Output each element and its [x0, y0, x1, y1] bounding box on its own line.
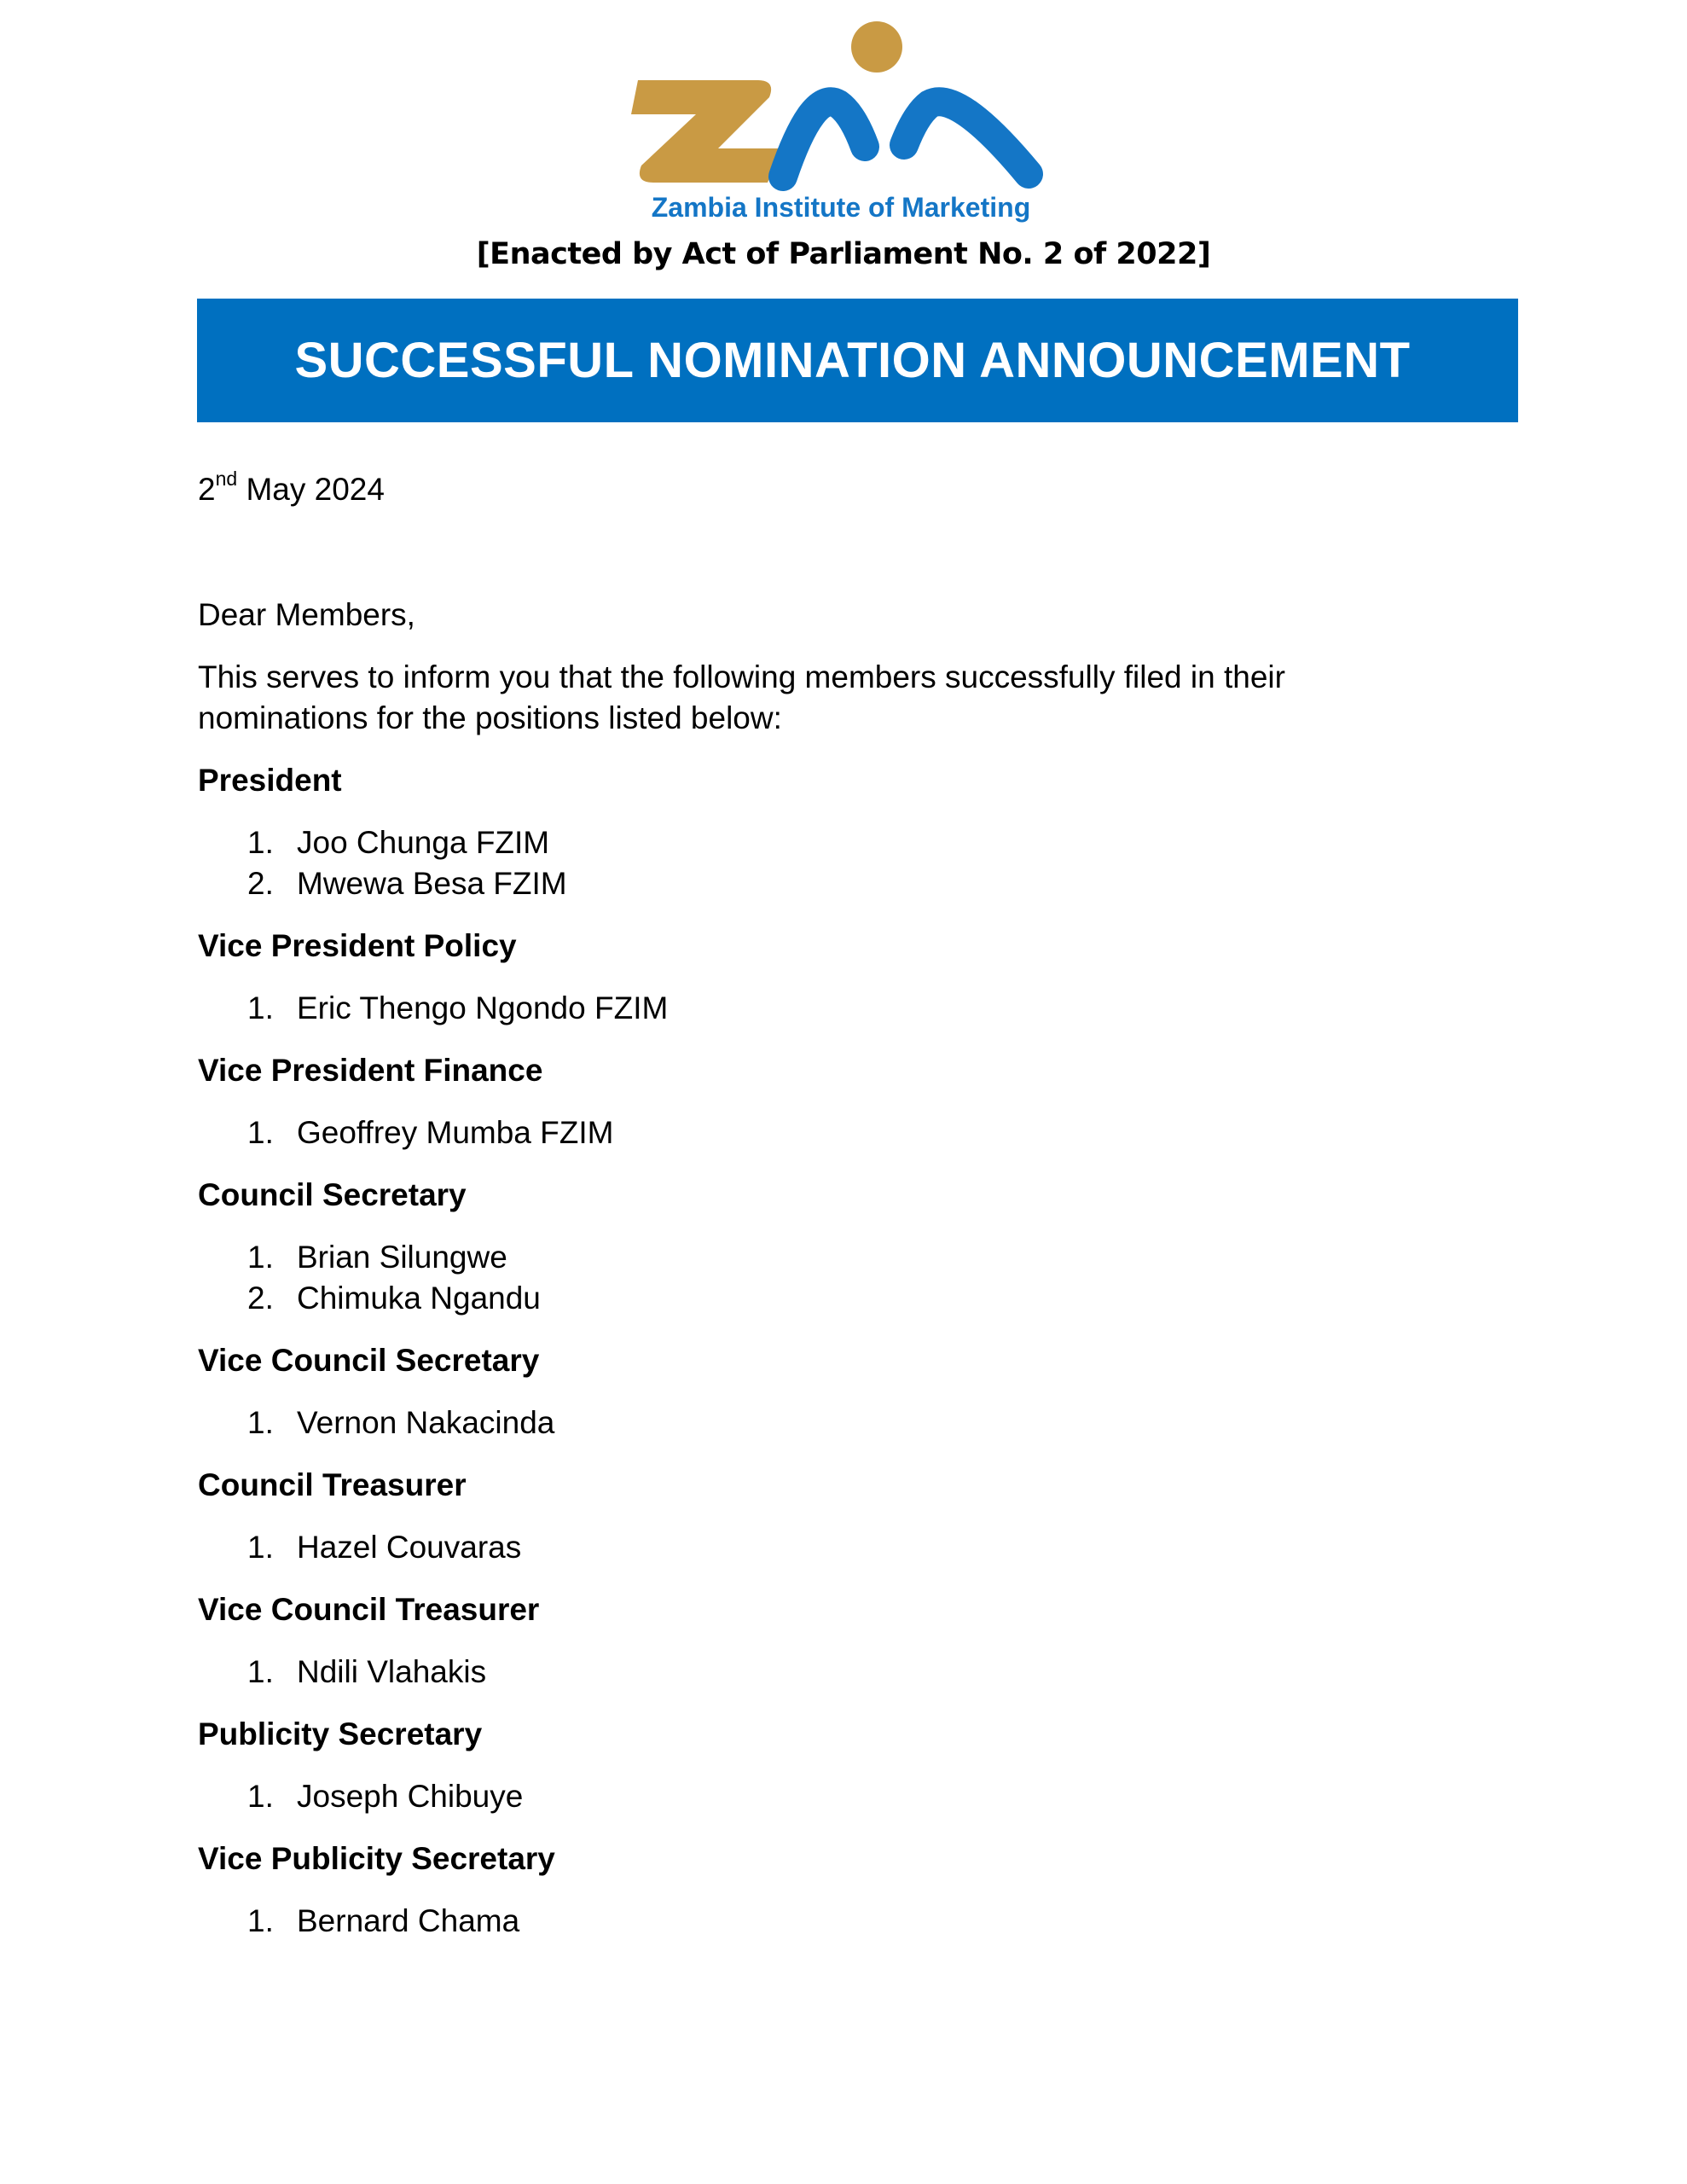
nominee-number: 1.	[247, 1530, 274, 1565]
intro-paragraph: This serves to inform you that the following members successfully filed in their nominations for the positions listed below:	[198, 659, 1285, 735]
nominee-list	[198, 1527, 1477, 1568]
nominee-number: 1.	[247, 1903, 274, 1938]
nominee-list	[198, 988, 1477, 1029]
nominee-number: 1.	[247, 1779, 274, 1814]
nominee-name: Eric Thengo Ngondo FZIM	[297, 990, 669, 1025]
nominee-item	[198, 1278, 1477, 1319]
position-title: Vice Publicity Secretary	[198, 1841, 555, 1876]
nominee-name: Chimuka Ngandu	[297, 1281, 541, 1316]
nominee-item	[198, 988, 1477, 1029]
nominee-list	[198, 822, 1477, 904]
nominee-item	[198, 1527, 1477, 1568]
nominee-number: 1.	[247, 1405, 274, 1440]
position-title: Publicity Secretary	[198, 1716, 483, 1751]
nominee-name: Bernard Chama	[297, 1903, 520, 1938]
position-title: Vice President Finance	[198, 1053, 543, 1088]
logo-text: Zambia Institute of Marketing	[651, 192, 1031, 223]
nominee-name: Geoffrey Mumba FZIM	[297, 1115, 614, 1150]
letter-body	[198, 469, 1477, 1942]
nominee-name: Joo Chunga FZIM	[297, 825, 550, 860]
nominee-item	[198, 822, 1477, 863]
nominee-list	[198, 1776, 1477, 1817]
greeting: Dear Members,	[198, 597, 415, 632]
nominee-item	[198, 1652, 1477, 1693]
nominee-item	[198, 1237, 1477, 1278]
nominee-number: 1.	[247, 1240, 274, 1275]
nominee-item	[198, 1776, 1477, 1817]
nominee-list	[198, 1652, 1477, 1693]
position-title: President	[198, 763, 342, 798]
nominee-name: Ndili Vlahakis	[297, 1654, 487, 1689]
position-title: Council Treasurer	[198, 1467, 467, 1502]
positions-list	[198, 760, 1477, 1942]
logo-z-shape	[631, 80, 781, 183]
nominee-number: 1.	[247, 825, 274, 860]
date-day: 2	[198, 472, 216, 507]
nominee-list	[198, 1112, 1477, 1153]
nominee-list	[198, 1403, 1477, 1443]
nominee-item	[198, 1901, 1477, 1942]
title-banner	[197, 299, 1518, 422]
nominee-item	[198, 1112, 1477, 1153]
nominee-item	[198, 863, 1477, 904]
logo-arc-left	[783, 102, 865, 177]
nominee-name: Mwewa Besa FZIM	[297, 866, 567, 901]
nominee-name: Joseph Chibuye	[297, 1779, 524, 1814]
nominee-item	[198, 1403, 1477, 1443]
banner-title: SUCCESSFUL NOMINATION ANNOUNCEMENT	[294, 333, 1411, 388]
date-suffix: nd	[215, 467, 238, 490]
nominee-number: 1.	[247, 990, 274, 1025]
act-line: [Enacted by Act of Parliament No. 2 of 2022]	[476, 237, 1211, 271]
nominee-list	[198, 1901, 1477, 1942]
position-title: Council Secretary	[198, 1177, 467, 1212]
nominee-name: Brian Silungwe	[297, 1240, 507, 1275]
position-title: Vice Council Secretary	[198, 1343, 540, 1378]
nominee-name: Hazel Couvaras	[297, 1530, 522, 1565]
nominee-number: 1.	[247, 1115, 274, 1150]
logo-head	[851, 21, 902, 73]
position-title: Vice President Policy	[198, 928, 517, 963]
zim-logo	[629, 19, 1056, 224]
nominee-name: Vernon Nakacinda	[297, 1405, 555, 1440]
date-rest: May 2024	[237, 472, 385, 507]
logo-arc-right	[904, 102, 1029, 174]
nominee-list	[198, 1237, 1477, 1319]
nominee-number: 2.	[247, 1281, 274, 1316]
position-title: Vice Council Treasurer	[198, 1592, 540, 1627]
nominee-number: 1.	[247, 1654, 274, 1689]
nominee-number: 2.	[247, 866, 274, 901]
letter-date	[198, 469, 1477, 510]
